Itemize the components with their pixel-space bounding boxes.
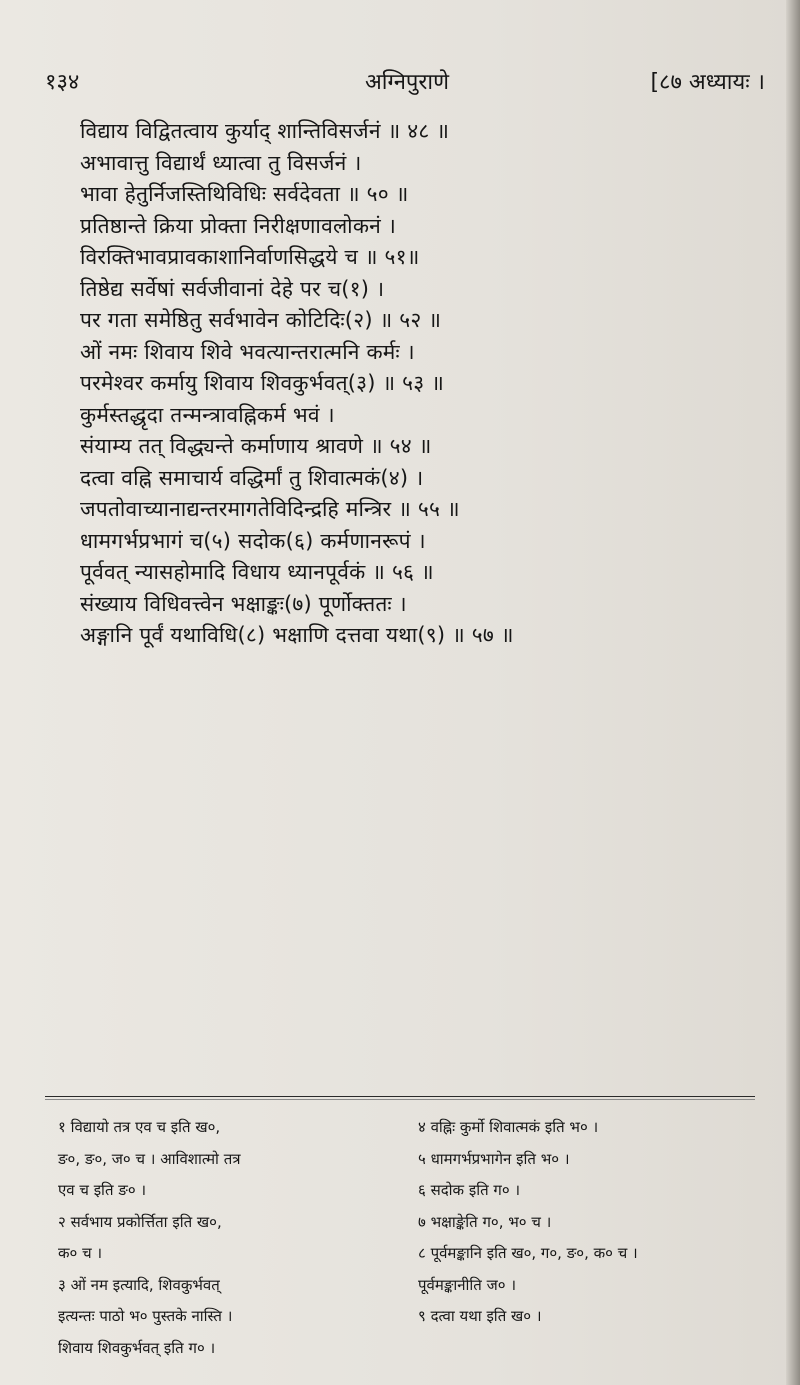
- verse-line: तिष्ठेद्य सर्वेषां सर्वजीवानां देहे पर च(१) ।: [80, 276, 385, 301]
- verse-line: अभावात्तु विद्यार्थं ध्यात्वा तु विसर्जनं ।: [80, 150, 362, 175]
- footnote-line: इत्यन्तः पाठो भ० पुस्तके नास्ति ।: [58, 1307, 233, 1325]
- verse-line: संख्याय विधिवत्त्वेन भक्षाङ्कः(७) पूर्णोक्ततः ।: [80, 591, 407, 616]
- footnotes-left-column: [58, 1112, 398, 1364]
- page-header: [45, 66, 765, 106]
- footnote-line: ङ०, ङ०, ज० च । आविशात्मो तत्र: [58, 1149, 241, 1168]
- verse-line: प्रतिष्ठान्ते क्रिया प्रोक्ता निरीक्षणावलोकनं ।: [80, 213, 397, 238]
- verse-line: पूर्ववत् न्यासहोमादि विधाय ध्यानपूर्वकं ॥ ५६ ॥: [80, 560, 434, 584]
- footnote-line: १ विद्यायो तत्र एव च इति ख०,: [58, 1118, 221, 1136]
- verse-line: विद्याय विद्वितत्वाय कुर्याद् शान्तिविसर्जनं ॥ ४८ ॥: [80, 119, 450, 143]
- verse-line: अङ्गानि पूर्वं यथाविधि(८) भक्षाणि दत्तवा यथा(९) ॥ ५७ ॥: [80, 623, 514, 647]
- verse-body: [80, 116, 740, 652]
- footnote-divider-secondary: [45, 1099, 755, 1100]
- footnote-line: ५ धामगर्भप्रभागेन इति भ० ।: [418, 1149, 570, 1168]
- footnote-line: शिवाय शिवकुर्भवत् इति ग० ।: [58, 1338, 216, 1357]
- verse-line: परमेश्वर कर्मायु शिवाय शिवकुर्भवत्(३) ॥ ५३ ॥: [80, 371, 445, 395]
- footnote-line: ७ भक्षाङ्केति ग०, भ० च ।: [418, 1212, 552, 1231]
- chapter-label: [८७ अध्यायः ।: [650, 70, 765, 95]
- verse-line: पर गता समेष्ठितु सर्वभावेन कोटिदिः(२) ॥ ५२ ॥: [80, 308, 442, 332]
- footnote-line: ४ वह्निः कुर्मो शिवात्मकं इति भ० ।: [418, 1118, 599, 1136]
- footnote-line: ९ दत्वा यथा इति ख० ।: [418, 1307, 542, 1325]
- verse-line: दत्वा वह्नि समाचार्य वद्धिर्मां तु शिवात्मकं(४) ।: [80, 465, 424, 490]
- footnotes-right-column: [418, 1112, 758, 1333]
- verse-line: जपतोवाच्यानाद्यन्तरमागतेविदिन्द्रहि मन्त्रिर ॥ ५५ ॥: [80, 497, 460, 521]
- footnote-divider: [45, 1096, 755, 1097]
- footnote-line: ३ ओं नम इत्यादि, शिवकुर्भवत्: [58, 1275, 220, 1294]
- footnote-line: एव च इति ङ० ।: [58, 1181, 147, 1199]
- running-title: अग्निपुराणे: [365, 70, 449, 95]
- page-number: १३४: [45, 70, 80, 95]
- footnote-line: पूर्वमङ्कानीति ज० ।: [418, 1275, 517, 1294]
- footnote-line: ६ सदोक इति ग० ।: [418, 1181, 521, 1199]
- verse-line: धामगर्भप्रभागं च(५) सदोक(६) कर्मणानरूपं ।: [80, 528, 426, 553]
- verse-line: भावा हेतुर्निजस्तिथिविधिः सर्वदेवता ॥ ५० ॥: [80, 182, 409, 206]
- footnote-line: ८ पूर्वमङ्कानि इति ख०, ग०, ङ०, क० च ।: [418, 1244, 638, 1262]
- footnote-line: २ सर्वभाय प्रकोर्त्तिता इति ख०,: [58, 1212, 222, 1231]
- verse-line: विरक्तिभावप्रावकाशानिर्वाणसिद्धये च ॥ ५१॥: [80, 245, 420, 269]
- page-binding-edge: [786, 0, 800, 1385]
- footnote-line: क० च ।: [58, 1244, 103, 1262]
- verse-line: कुर्मस्तद्धृदा तन्मन्त्रावह्निकर्म भवं ।: [80, 402, 335, 427]
- verse-line: संयाम्य तत् विद्ध्यन्ते कर्माणाय श्रावणे ॥ ५४ ॥: [80, 434, 432, 458]
- verse-line: ओं नमः शिवाय शिवे भवत्यान्तरात्मनि कर्मः ।: [80, 339, 415, 364]
